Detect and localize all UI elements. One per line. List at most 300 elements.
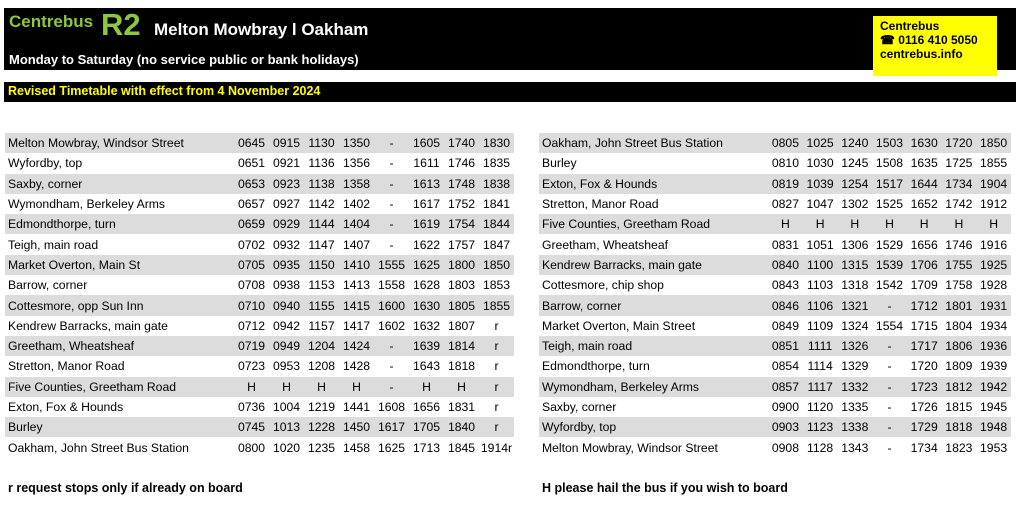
table-row: [5, 234, 514, 254]
stop-name: Oakham, John Street Bus Station: [539, 133, 768, 153]
stop-name: Teigh, main road: [539, 336, 768, 356]
departure-time: H: [942, 214, 977, 234]
departure-time: 1039: [803, 174, 838, 194]
table-row: [5, 397, 514, 417]
stop-name: Exton, Fox & Hounds: [539, 174, 768, 194]
contact-website: centrebus.info: [880, 47, 963, 61]
departure-time: 1904: [976, 174, 1011, 194]
departure-time: 1635: [910, 156, 938, 171]
departure-time: 1830: [479, 133, 514, 153]
departure-time: 1407: [342, 237, 371, 252]
table-row: [5, 417, 514, 437]
departure-time: 1117: [803, 377, 838, 397]
departure-time: 0843: [771, 278, 799, 293]
departure-time: 0710: [234, 295, 269, 315]
departure-time: 1757: [447, 237, 476, 252]
departure-time: 1725: [945, 156, 973, 171]
departure-time: 1628: [412, 278, 441, 293]
departure-time: -: [374, 377, 409, 397]
departure-time: 0745: [234, 417, 269, 437]
departure-time: 1306: [841, 237, 869, 252]
note-hail-bus: H please hail the bus if you wish to board: [542, 481, 788, 495]
departure-time: 1840: [444, 417, 479, 437]
departure-time: 1630: [409, 295, 444, 315]
departure-time: -: [887, 359, 892, 374]
departure-time: 1746: [447, 156, 476, 171]
stop-name: Greetham, Wheatsheaf: [5, 336, 234, 356]
table-row: [5, 153, 514, 173]
departure-time: 0929: [269, 214, 304, 234]
departure-time: 1608: [377, 400, 406, 414]
departure-time: 0846: [768, 295, 803, 315]
departure-time: 1240: [837, 133, 872, 153]
departure-time: 1525: [875, 197, 904, 212]
route-number: R2: [101, 7, 141, 42]
departure-time: H: [409, 377, 444, 397]
stop-name: Kendrew Barracks, main gate: [8, 318, 168, 333]
departure-time: 1428: [342, 359, 371, 374]
departure-time: 1914r: [480, 440, 513, 455]
departure-time: 0932: [272, 237, 301, 252]
stop-name: Wyfordby, top: [8, 156, 83, 171]
stop-name: Edmondthorpe, turn: [542, 359, 650, 374]
departure-time: 1302: [841, 197, 869, 212]
departure-time: 0900: [771, 400, 799, 414]
departure-time: -: [887, 400, 892, 414]
departure-time: 1838: [479, 174, 514, 194]
departure-time: H: [907, 214, 942, 234]
departure-time: 0857: [768, 377, 803, 397]
departure-time: 1936: [976, 336, 1011, 356]
departure-time: -: [872, 417, 907, 437]
departure-time: 1147: [308, 237, 335, 252]
stop-name: Exton, Fox & Hounds: [8, 400, 124, 414]
departure-time: 1939: [980, 359, 1008, 374]
departure-time: 1812: [942, 377, 977, 397]
table-row: [539, 417, 1011, 437]
departure-time: -: [374, 214, 409, 234]
departure-time: 1931: [976, 295, 1011, 315]
departure-time: 0949: [269, 336, 304, 356]
departure-time: -: [374, 133, 409, 153]
table-row: [539, 234, 1011, 254]
table-row: [539, 174, 1011, 194]
departure-time: 0851: [768, 336, 803, 356]
departure-time: 1228: [304, 417, 339, 437]
brand-name: Centrebus: [9, 12, 94, 31]
departure-time: 1157: [308, 318, 335, 333]
departure-time: 1720: [910, 359, 938, 374]
departure-time: 1542: [875, 278, 904, 293]
departure-time: 1329: [841, 359, 869, 374]
departure-time: 1748: [444, 174, 479, 194]
contact-name: Centrebus: [880, 19, 940, 33]
departure-time: 0645: [234, 133, 269, 153]
departure-time: 1723: [907, 377, 942, 397]
departure-time: 1800: [444, 255, 479, 275]
departure-time: 1845: [447, 440, 476, 455]
departure-time: -: [872, 336, 907, 356]
departure-time: H: [339, 377, 374, 397]
departure-time: 1625: [409, 255, 444, 275]
departure-time: 1138: [304, 174, 339, 194]
table-row: [5, 194, 514, 214]
table-row: [5, 174, 514, 194]
stop-name: Saxby, corner: [5, 174, 234, 194]
departure-time: 1916: [980, 237, 1008, 252]
stop-name: Melton Mowbray, Windsor Street: [542, 440, 718, 455]
departure-time: 1219: [307, 400, 336, 414]
departure-time: 0659: [234, 214, 269, 234]
departure-time: 1755: [942, 255, 977, 275]
departure-time: 0705: [234, 255, 269, 275]
stop-name: Saxby, corner: [542, 400, 617, 414]
departure-time: 1847: [482, 237, 511, 252]
departure-time: 1805: [444, 295, 479, 315]
departure-time: H: [304, 377, 339, 397]
departure-time: 1004: [272, 400, 301, 414]
departure-time: 1404: [339, 214, 374, 234]
departure-time: 1204: [304, 336, 339, 356]
departure-time: 1619: [409, 214, 444, 234]
departure-time: 1713: [412, 440, 441, 455]
departure-time: 1712: [907, 295, 942, 315]
contact-phone: ☎ 0116 410 5050: [880, 33, 978, 47]
departure-time: 0854: [771, 359, 799, 374]
departure-time: 1100: [803, 255, 838, 275]
departure-time: 1130: [304, 133, 339, 153]
departure-time: 1611: [413, 156, 440, 171]
departure-time: 1600: [374, 295, 409, 315]
departure-time: 1853: [482, 278, 511, 293]
departure-time: 1358: [339, 174, 374, 194]
departure-time: 0849: [771, 318, 799, 333]
departure-time: 1324: [841, 318, 869, 333]
departure-time: 1356: [342, 156, 371, 171]
departure-time: -: [389, 237, 394, 252]
departure-time: 0921: [272, 156, 301, 171]
route-destinations: Melton Mowbray l Oakham: [154, 20, 369, 39]
departure-time: 0840: [768, 255, 803, 275]
departure-time: 1343: [841, 440, 869, 455]
stop-name: Barrow, corner: [539, 295, 768, 315]
departure-time: 1912: [980, 197, 1008, 212]
stop-name: Stretton, Manor Road: [8, 359, 125, 374]
table-row: [5, 133, 514, 153]
departure-time: 1350: [339, 133, 374, 153]
departure-time: 1503: [872, 133, 907, 153]
departure-time: 0805: [768, 133, 803, 153]
departure-time: 1948: [976, 417, 1011, 437]
departure-time: -: [389, 359, 394, 374]
departure-time: 0719: [234, 336, 269, 356]
departure-time: H: [837, 214, 872, 234]
stop-name: Market Overton, Main Street: [542, 318, 696, 333]
departure-time: 1855: [479, 295, 514, 315]
departure-time: 1715: [910, 318, 938, 333]
departure-time: 1625: [377, 440, 406, 455]
departure-time: 1720: [942, 133, 977, 153]
departure-time: 1934: [980, 318, 1008, 333]
stop-name: Wyfordby, top: [539, 417, 768, 437]
departure-time: 1754: [444, 214, 479, 234]
departure-time: 1235: [307, 440, 336, 455]
table-row: [5, 377, 514, 397]
departure-time: 1529: [875, 237, 904, 252]
departure-time: 0915: [269, 133, 304, 153]
departure-time: -: [374, 336, 409, 356]
departure-time: 1441: [342, 400, 371, 414]
table-row: [539, 255, 1011, 275]
departure-time: -: [887, 440, 892, 455]
stop-name: Market Overton, Main St: [5, 255, 234, 275]
stop-name: Cottesmore, opp Sun Inn: [5, 295, 234, 315]
departure-time: H: [976, 214, 1011, 234]
table-row: [5, 316, 514, 336]
departure-time: 1806: [942, 336, 977, 356]
departure-time: -: [374, 174, 409, 194]
stop-name: Wymondham, Berkeley Arms: [8, 197, 166, 212]
departure-time: 1855: [980, 156, 1008, 171]
departure-time: r: [494, 400, 499, 414]
departure-time: 1705: [409, 417, 444, 437]
departure-time: 1656: [412, 400, 441, 414]
departure-time: 1111: [803, 336, 838, 356]
departure-time: 1803: [447, 278, 476, 293]
departure-time: 0938: [272, 278, 301, 293]
departure-time: 1020: [272, 440, 301, 455]
departure-time: 0723: [237, 359, 266, 374]
table-row: [5, 336, 514, 356]
departure-time: 1554: [875, 318, 904, 333]
stop-name: Cottesmore, chip shop: [542, 278, 664, 293]
departure-time: -: [389, 197, 394, 212]
departure-time: 1150: [304, 255, 339, 275]
departure-time: 1450: [339, 417, 374, 437]
departure-time: 1318: [841, 278, 869, 293]
departure-time: 0942: [272, 318, 301, 333]
departure-time: H: [768, 214, 803, 234]
departure-time: 1742: [945, 197, 973, 212]
departure-time: 0712: [237, 318, 266, 333]
departure-time: 0940: [269, 295, 304, 315]
departure-time: 1617: [374, 417, 409, 437]
departure-time: 0908: [771, 440, 799, 455]
departure-time: 1555: [374, 255, 409, 275]
departure-time: 1539: [872, 255, 907, 275]
stop-name: Burley: [542, 156, 577, 171]
departure-time: 1142: [308, 197, 335, 212]
departure-time: 1752: [447, 197, 476, 212]
departure-time: 1617: [412, 197, 441, 212]
departure-time: 0702: [237, 237, 266, 252]
stop-name: Barrow, corner: [8, 278, 88, 293]
timetable-inbound: [539, 133, 1011, 458]
departure-time: 1652: [910, 197, 938, 212]
departure-time: 1030: [806, 156, 834, 171]
departure-time: 1254: [837, 174, 872, 194]
departure-time: 1402: [342, 197, 371, 212]
departure-time: 1106: [803, 295, 838, 315]
departure-time: 1622: [412, 237, 441, 252]
table-row: [539, 214, 1011, 234]
timetable-outbound: [5, 133, 514, 458]
departure-time: r: [479, 377, 514, 397]
departure-time: 1643: [412, 359, 441, 374]
departure-time: 1144: [304, 214, 339, 234]
departure-time: H: [269, 377, 304, 397]
departure-time: 1123: [803, 417, 838, 437]
departure-time: 1153: [308, 278, 335, 293]
departure-time: 1047: [806, 197, 834, 212]
departure-time: 1332: [837, 377, 872, 397]
departure-time: 1809: [945, 359, 973, 374]
departure-time: 1815: [945, 400, 973, 414]
table-row: [539, 275, 1011, 295]
departure-time: 1729: [907, 417, 942, 437]
table-row: [5, 295, 514, 315]
departure-time: 1114: [807, 359, 833, 374]
stop-name: Edmondthorpe, turn: [5, 214, 234, 234]
table-row: [539, 377, 1011, 397]
departure-time: 1831: [447, 400, 476, 414]
departure-time: r: [479, 417, 514, 437]
departure-time: 1818: [942, 417, 977, 437]
departure-time: 1415: [339, 295, 374, 315]
departure-time: 1740: [444, 133, 479, 153]
departure-time: 1321: [837, 295, 872, 315]
departure-time: 1417: [342, 318, 371, 333]
departure-time: 1109: [807, 318, 834, 333]
operating-days: Monday to Saturday (no service public or bank holidays): [9, 52, 359, 67]
stop-name: Greetham, Wheatsheaf: [542, 237, 668, 252]
departure-time: 1639: [409, 336, 444, 356]
table-row: [5, 214, 514, 234]
table-row: [539, 295, 1011, 315]
departure-time: 1208: [307, 359, 336, 374]
departure-time: 0831: [771, 237, 799, 252]
departure-time: 1410: [339, 255, 374, 275]
departure-time: 0651: [237, 156, 266, 171]
table-row: [539, 153, 1011, 173]
header-banner: [4, 8, 1016, 70]
departure-time: 1605: [409, 133, 444, 153]
departure-time: -: [872, 377, 907, 397]
departure-time: 1508: [875, 156, 904, 171]
departure-time: 1726: [910, 400, 938, 414]
table-row: [539, 437, 1011, 457]
table-row: [539, 356, 1011, 376]
departure-time: 1925: [976, 255, 1011, 275]
departure-time: 1814: [444, 336, 479, 356]
stop-name: Teigh, main road: [8, 237, 99, 252]
departure-time: -: [872, 295, 907, 315]
table-row: [5, 356, 514, 376]
departure-time: H: [444, 377, 479, 397]
stop-name: Melton Mowbray, Windsor Street: [5, 133, 234, 153]
departure-time: 0935: [269, 255, 304, 275]
departure-time: 0800: [237, 440, 266, 455]
departure-time: 1844: [479, 214, 514, 234]
departure-time: 1458: [342, 440, 371, 455]
departure-time: 1051: [806, 237, 834, 252]
departure-time: 1823: [945, 440, 973, 455]
departure-time: -: [389, 156, 394, 171]
departure-time: 0657: [237, 197, 266, 212]
departure-time: 0708: [237, 278, 266, 293]
departure-time: 1850: [976, 133, 1011, 153]
stop-name: Kendrew Barracks, main gate: [539, 255, 768, 275]
departure-time: 0736: [237, 400, 266, 414]
departure-time: 1632: [412, 318, 441, 333]
departure-time: 1644: [907, 174, 942, 194]
departure-time: 1656: [910, 237, 938, 252]
departure-time: 0819: [768, 174, 803, 194]
table-row: [539, 336, 1011, 356]
table-row: [539, 397, 1011, 417]
departure-time: 1801: [942, 295, 977, 315]
departure-time: 1835: [482, 156, 511, 171]
departure-time: 1928: [980, 278, 1008, 293]
contact-box: [873, 16, 997, 76]
departure-time: 1841: [482, 197, 511, 212]
stop-name: Five Counties, Greetham Road: [539, 214, 768, 234]
stop-name: Five Counties, Greetham Road: [5, 377, 234, 397]
departure-time: 0953: [272, 359, 301, 374]
table-row: [5, 255, 514, 275]
departure-time: 0827: [771, 197, 799, 212]
departure-time: r: [479, 336, 514, 356]
departure-time: 1807: [447, 318, 476, 333]
departure-time: 1734: [942, 174, 977, 194]
table-row: [539, 133, 1011, 153]
departure-time: r: [494, 318, 499, 333]
departure-time: 1709: [910, 278, 938, 293]
departure-time: 1326: [837, 336, 872, 356]
departure-time: 1517: [872, 174, 907, 194]
departure-time: 1758: [945, 278, 973, 293]
stop-name: Oakham, John Street Bus Station: [8, 440, 189, 455]
departure-time: 1335: [841, 400, 869, 414]
departure-time: 0903: [768, 417, 803, 437]
departure-time: H: [872, 214, 907, 234]
departure-time: 1613: [409, 174, 444, 194]
table-row: [539, 194, 1011, 214]
departure-time: 1804: [945, 318, 973, 333]
departure-time: 1413: [342, 278, 371, 293]
departure-time: 1136: [308, 156, 335, 171]
departure-time: 1602: [377, 318, 406, 333]
departure-time: 0653: [234, 174, 269, 194]
departure-time: 1558: [377, 278, 406, 293]
stop-name: Stretton, Manor Road: [542, 197, 659, 212]
departure-time: 1945: [980, 400, 1008, 414]
departure-time: 1746: [945, 237, 973, 252]
departure-time: 1155: [304, 295, 339, 315]
departure-time: H: [803, 214, 838, 234]
departure-time: 1338: [837, 417, 872, 437]
departure-time: H: [234, 377, 269, 397]
departure-time: 0810: [771, 156, 799, 171]
table-row: [5, 437, 514, 457]
departure-time: 1025: [803, 133, 838, 153]
revision-notice: Revised Timetable with effect from 4 November 2024: [4, 82, 1016, 102]
departure-time: 1706: [907, 255, 942, 275]
departure-time: 1424: [339, 336, 374, 356]
departure-time: 1953: [980, 440, 1008, 455]
departure-time: r: [494, 359, 499, 374]
stop-name: Wymondham, Berkeley Arms: [539, 377, 768, 397]
